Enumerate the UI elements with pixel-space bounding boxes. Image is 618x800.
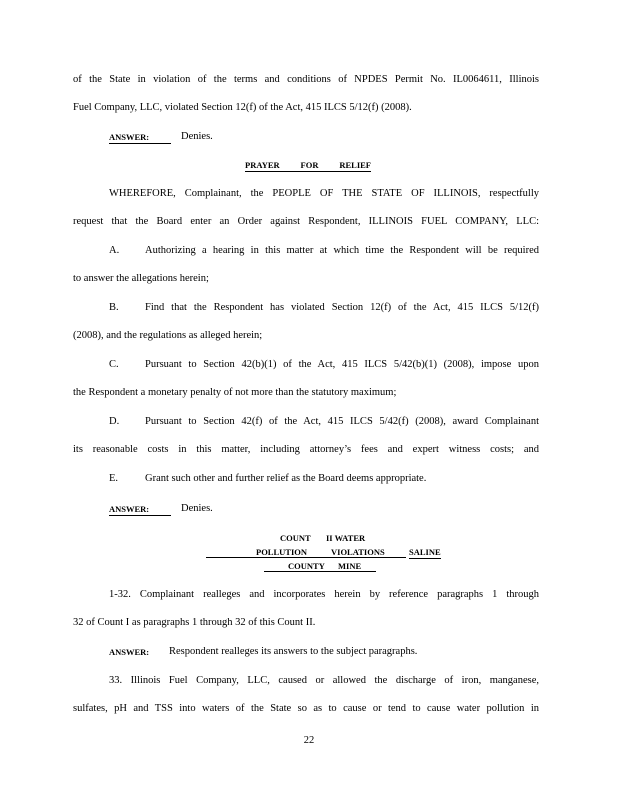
- body-line: Fuel Company, LLC, violated Section 12(f) of the Act, 415 ILCS 5/12(f) (2008).: [73, 102, 412, 113]
- body-line: to answer the allegations herein;: [73, 273, 209, 284]
- item-text: Pursuant to Section 42(f) of the Act, 415 ILCS 5/42(f) (2008), award Complainant: [145, 416, 539, 427]
- count-heading-word: II WATER: [326, 533, 366, 543]
- count-heading-word: COUNT: [280, 533, 311, 543]
- item-text: Find that the Respondent has violated Section 12(f) of the Act, 415 ILCS 5/12(f): [145, 302, 539, 313]
- body-line: 32 of Count I as paragraphs 1 through 32 of this Count II.: [73, 617, 316, 628]
- body-line: (2008), and the regulations as alleged herein;: [73, 330, 263, 341]
- body-line: of the State in violation of the terms and conditions of NPDES Permit No. IL0064611, Illinois: [73, 74, 539, 85]
- body-line: 33. Illinois Fuel Company, LLC, caused or allowed the discharge of iron, manganese,: [109, 675, 539, 686]
- body-line: sulfates, pH and TSS into waters of the State so as to cause or tend to cause water pollution in: [73, 703, 539, 714]
- answer-label: ANSWER:: [109, 503, 171, 516]
- item-letter: A.: [109, 245, 120, 256]
- body-line: 1-32. Complainant realleges and incorporates herein by reference paragraphs 1 through: [109, 589, 539, 600]
- prayer-heading: PRAYER FOR RELIEF: [245, 160, 371, 170]
- item-letter: B.: [109, 302, 119, 313]
- answer-label: ANSWER:: [109, 131, 171, 144]
- body-line: its reasonable costs in this matter, including attorney’s fees and expert witness costs; and: [73, 444, 539, 455]
- item-letter: C.: [109, 359, 119, 370]
- count-heading-word: MINE: [338, 561, 362, 571]
- answer-text: Respondent realleges its answers to the subject paragraphs.: [169, 646, 418, 657]
- body-line: the Respondent a monetary penalty of not more than the statutory maximum;: [73, 387, 397, 398]
- answer-text: Denies.: [181, 503, 213, 514]
- answer-text: Denies.: [181, 131, 213, 142]
- page-number: 22: [303, 735, 315, 746]
- body-line: request that the Board enter an Order against Respondent, ILLINOIS FUEL COMPANY, LLC:: [73, 216, 539, 227]
- item-letter: D.: [109, 416, 120, 427]
- count-heading-word: SALINE: [409, 547, 441, 557]
- item-text: Grant such other and further relief as the Board deems appropriate.: [145, 473, 427, 484]
- item-text: Authorizing a hearing in this matter at which time the Respondent will be required: [145, 245, 539, 256]
- item-letter: E.: [109, 473, 119, 484]
- count-heading-word: POLLUTION: [256, 547, 308, 557]
- body-line: WHEREFORE, Complainant, the PEOPLE OF THE STATE OF ILLINOIS, respectfully: [109, 188, 539, 199]
- count-heading-word: COUNTY: [288, 561, 325, 571]
- count-heading-word: VIOLATIONS: [331, 547, 385, 557]
- item-text: Pursuant to Section 42(b)(1) of the Act, 415 ILCS 5/42(b)(1) (2008), impose upon: [145, 359, 539, 370]
- answer-label: ANSWER:: [109, 647, 150, 657]
